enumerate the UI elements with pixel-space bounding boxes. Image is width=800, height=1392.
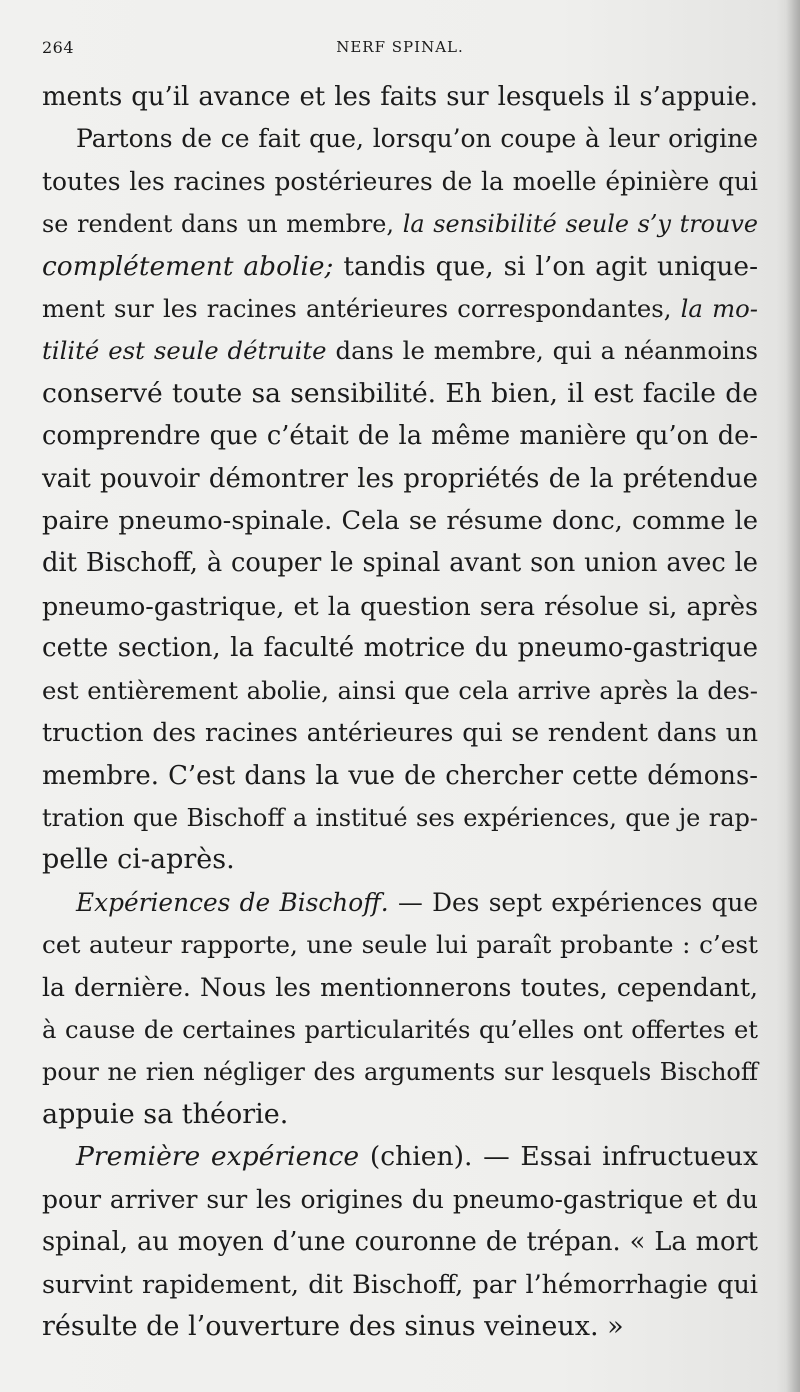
running-header <box>42 38 758 62</box>
text-line <box>42 500 758 542</box>
text-run: vait pouvoir démontrer les propriétés de la prétendue <box>42 463 758 494</box>
text-line <box>42 882 758 924</box>
body-text <box>42 76 758 1348</box>
text-run: — Des sept expériences que <box>397 887 759 917</box>
text-line <box>42 203 758 245</box>
italic-phrase: la mo- <box>680 294 758 324</box>
text-line <box>42 839 758 881</box>
text-run: ments qu’il avance et les faits sur lesquels il s’appuie. <box>42 82 758 112</box>
text-run: pour arriver sur les origines du pneumo-gastrique et du <box>42 1184 758 1214</box>
text-run: est entièrement abolie, ainsi que cela arrive après la des- <box>42 675 758 705</box>
italic-phrase: Première expérience <box>76 1141 360 1173</box>
text-line <box>42 627 758 669</box>
page-number: 264 <box>42 38 75 57</box>
italic-phrase: tilité est seule détruite <box>42 336 327 366</box>
text-run: truction des racines antérieures qui se rendent dans un <box>42 718 758 748</box>
text-run: Partons de ce fait que, lorsqu’on coupe à leur origine <box>76 124 758 154</box>
text-run: (chien). — Essai infructueux <box>369 1141 758 1173</box>
text-line <box>42 288 758 330</box>
text-line <box>42 458 758 500</box>
text-line <box>42 246 758 288</box>
text-line <box>42 585 758 627</box>
text-run: tandis que, si l’on agit unique- <box>343 250 759 282</box>
text-line <box>42 76 758 118</box>
text-run: dans le membre, qui a néanmoins <box>335 336 758 366</box>
text-run: ment sur les racines antérieures correspondantes, <box>42 294 672 324</box>
italic-phrase: Expériences de Bischoff. <box>76 887 389 917</box>
text-line <box>42 1306 758 1348</box>
text-line <box>42 755 758 797</box>
text-run: cet auteur rapporte, une seule lui paraît probante : c’est <box>42 930 758 960</box>
text-line <box>42 1009 758 1051</box>
text-run: paire pneumo-spinale. Cela se résume donc, comme le <box>42 506 758 537</box>
text-run: dit Bischoff, à couper le spinal avant son union avec le <box>42 548 758 579</box>
text-run: tration que Bischoff a institué ses expériences, que je rap- <box>42 803 758 832</box>
text-line <box>42 1094 758 1136</box>
text-line <box>42 1051 758 1093</box>
text-run: pneumo-gastrique, et la question sera résolue si, après <box>42 590 758 621</box>
text-run: à cause de certaines particularités qu’elles ont offertes et <box>42 1015 758 1044</box>
text-run: pelle ci-après. <box>42 844 235 876</box>
text-line <box>42 118 758 160</box>
text-run: résulte de l’ouverture des sinus veineux. » <box>42 1310 624 1342</box>
text-line <box>42 967 758 1009</box>
text-line <box>42 330 758 372</box>
text-run: toutes les racines postérieures de la moelle épinière qui <box>42 166 758 196</box>
text-run: survint rapidement, dit Bischoff, par l’hémorrhagie qui <box>42 1269 758 1300</box>
italic-phrase: complétement abolie; <box>42 250 334 282</box>
text-line <box>42 1263 758 1305</box>
text-run: la dernière. Nous les mentionnerons toutes, cependant, <box>42 972 758 1002</box>
text-line <box>42 542 758 584</box>
text-run: membre. C’est dans la vue de chercher cette démons- <box>42 760 758 791</box>
text-run: se rendent dans un membre, <box>42 210 395 239</box>
text-line <box>42 415 758 457</box>
text-line <box>42 712 758 754</box>
text-run: appuie sa théorie. <box>42 1098 289 1130</box>
text-line <box>42 924 758 966</box>
text-line <box>42 1136 758 1178</box>
text-run: cette section, la faculté motrice du pneumo-gastrique <box>42 633 758 664</box>
page-edge-shadow <box>786 0 800 1392</box>
running-title: NERF SPINAL. <box>336 38 464 56</box>
text-line <box>42 161 758 203</box>
text-line <box>42 1179 758 1221</box>
text-line <box>42 373 758 415</box>
text-run: conservé toute sa sensibilité. Eh bien, il est facile de <box>42 377 758 409</box>
text-line <box>42 797 758 839</box>
text-run: spinal, au moyen d’une couronne de trépan. « La mort <box>42 1226 758 1257</box>
text-line <box>42 670 758 712</box>
italic-phrase: la sensibilité seule s’y trouve <box>402 210 758 239</box>
text-run: pour ne rien négliger des arguments sur lesquels Bischoff <box>42 1058 758 1087</box>
text-line <box>42 1221 758 1263</box>
text-run: comprendre que c’était de la même manière qu’on de- <box>42 421 758 452</box>
